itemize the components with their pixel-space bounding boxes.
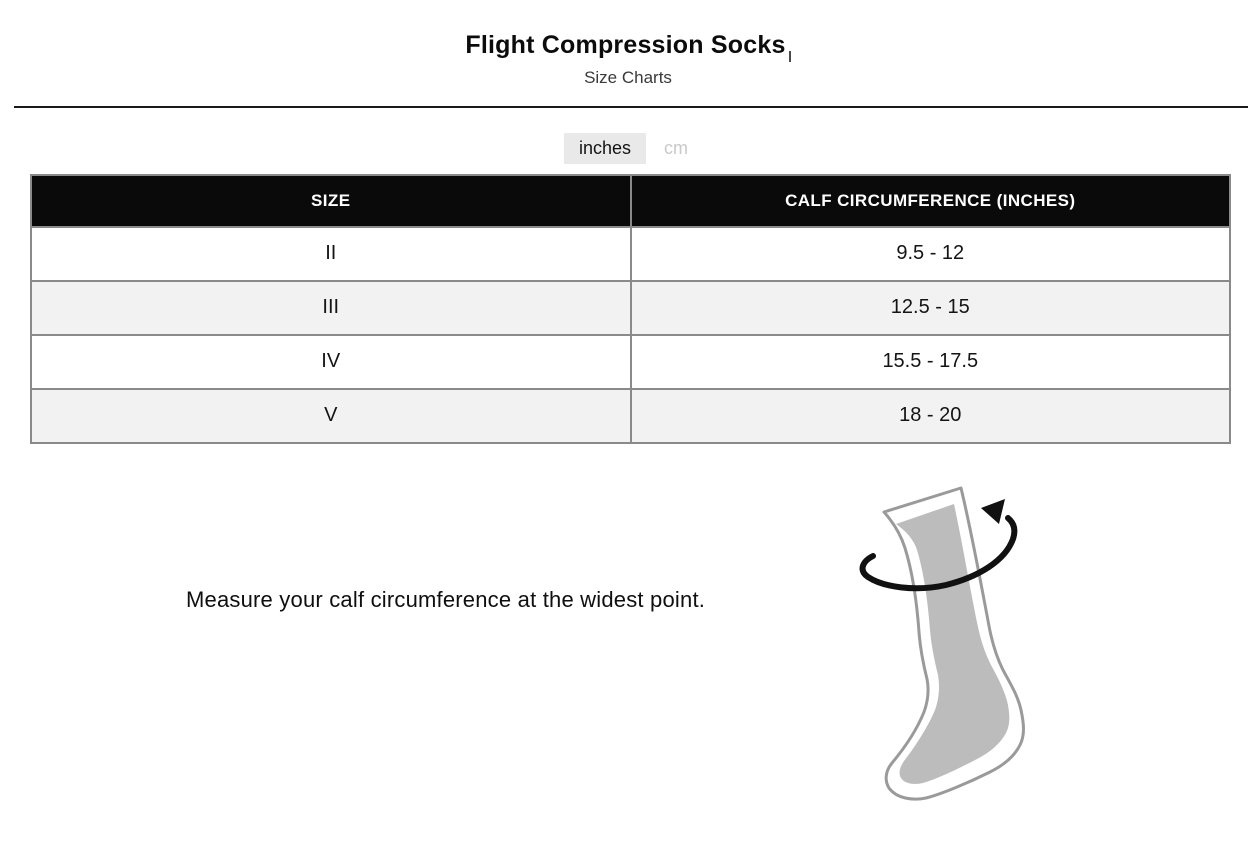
text-caret xyxy=(789,51,791,62)
size-cell: II xyxy=(31,227,631,281)
page-header xyxy=(0,0,1256,88)
table-row xyxy=(31,389,1230,443)
header-divider xyxy=(14,106,1248,108)
table-row xyxy=(31,227,1230,281)
calf-cell: 15.5 - 17.5 xyxy=(631,335,1231,389)
sock-illustration xyxy=(842,474,1062,824)
table-header-row xyxy=(31,175,1230,227)
unit-toggle xyxy=(0,133,1256,164)
col-header-size: SIZE xyxy=(31,175,631,227)
measure-instruction-text: Measure your calf circumference at the widest point. xyxy=(186,586,706,612)
table-row xyxy=(31,281,1230,335)
size-cell: V xyxy=(31,389,631,443)
calf-cell: 12.5 - 15 xyxy=(631,281,1231,335)
measurement-instructions-section xyxy=(0,444,1256,854)
size-cell: III xyxy=(31,281,631,335)
calf-cell: 18 - 20 xyxy=(631,389,1231,443)
size-cell: IV xyxy=(31,335,631,389)
page-title: Flight Compression Socks xyxy=(465,31,786,59)
page-subtitle: Size Charts xyxy=(584,67,672,87)
col-header-calf-circumference: CALF CIRCUMFERENCE (INCHES) xyxy=(631,175,1231,227)
unit-cm-button[interactable]: cm xyxy=(660,133,692,164)
unit-inches-button[interactable]: inches xyxy=(564,133,646,164)
size-table xyxy=(30,174,1231,444)
table-row xyxy=(31,335,1230,389)
calf-cell: 9.5 - 12 xyxy=(631,227,1231,281)
measurement-arrow-head xyxy=(981,499,1005,524)
